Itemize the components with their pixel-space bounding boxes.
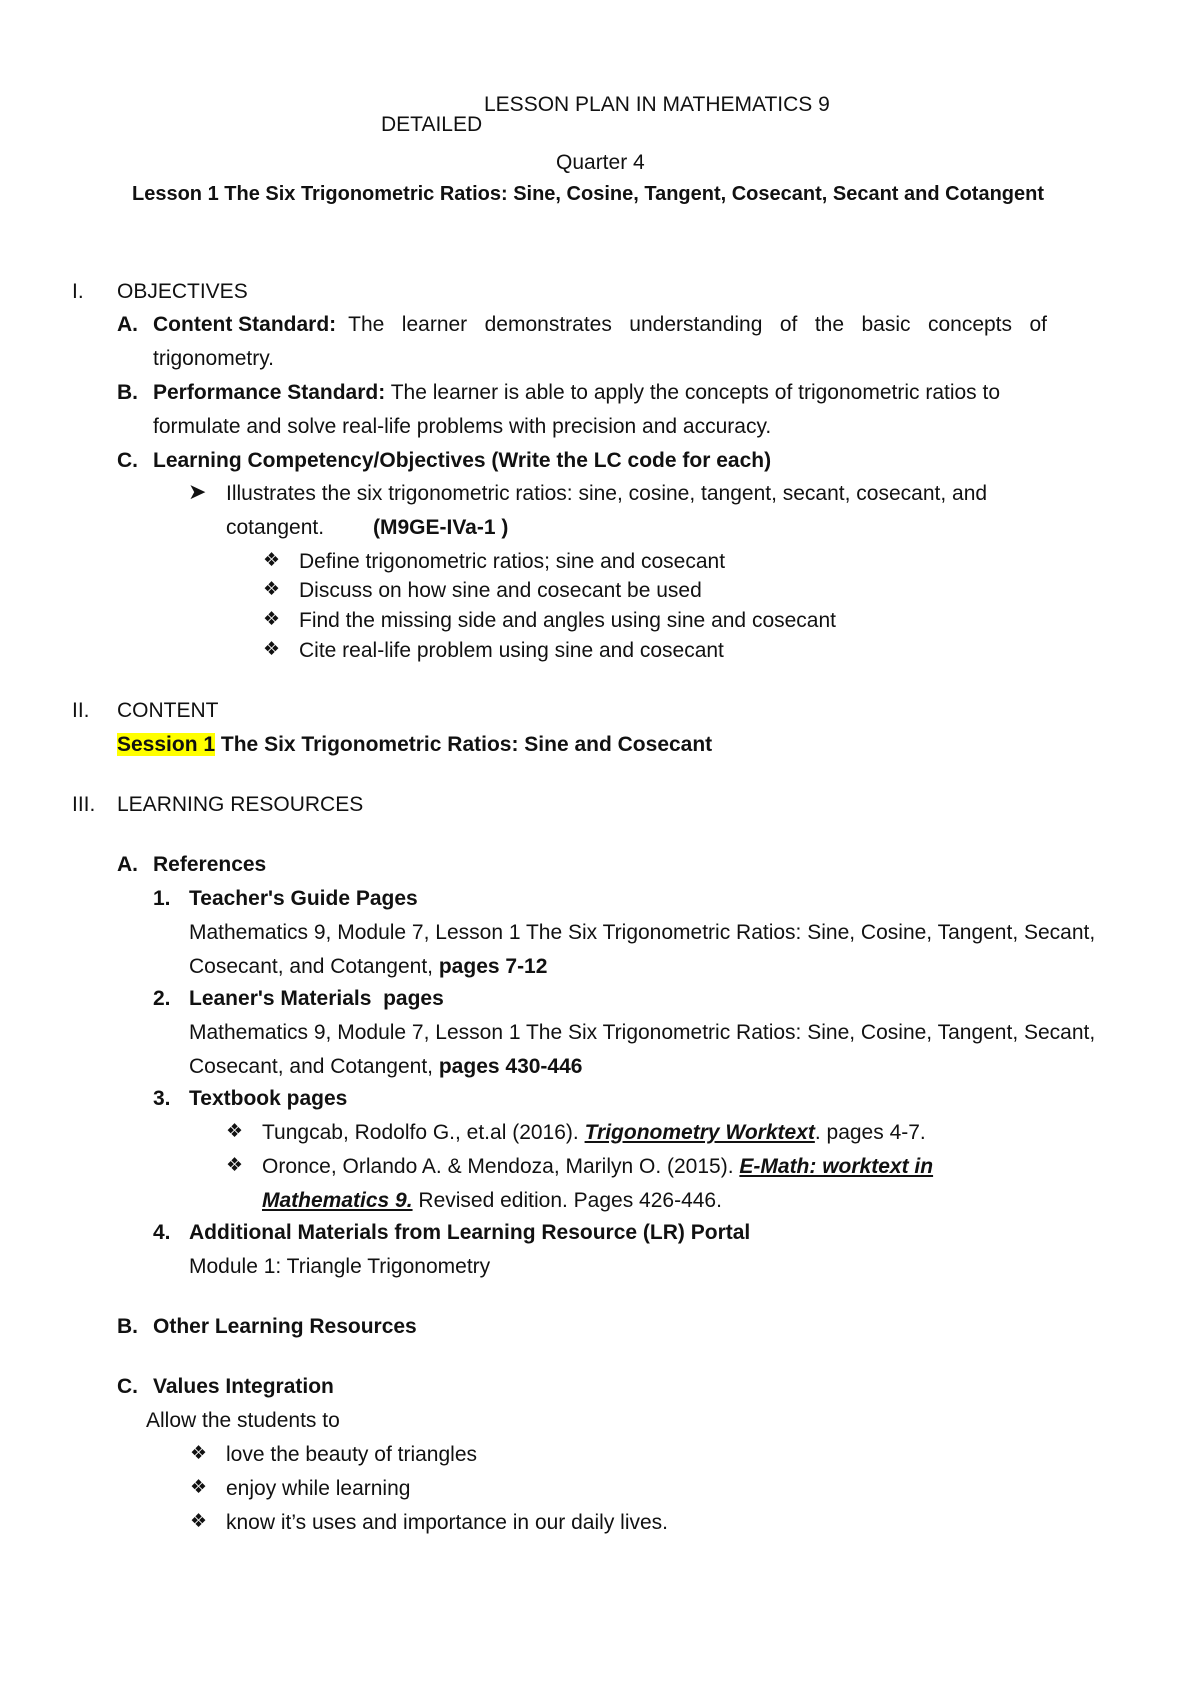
doc-title-detailed: DETAILED [381, 113, 483, 136]
textbook-item-1-title: Trigonometry Worktext [584, 1121, 815, 1144]
letter-a-references: A. [117, 853, 138, 876]
learners-materials-label: Leaner's Materials pages [189, 987, 444, 1010]
competency-label: Learning Competency/Objectives (Write the LC code for each) [153, 449, 772, 472]
diamond-bullet-icon: ❖ [263, 550, 281, 571]
performance-standard-line2: formulate and solve real-life problems with precision and accuracy. [153, 415, 772, 438]
arrowhead-bullet-icon: ➤ [188, 479, 207, 504]
section-numeral-resources: III. [72, 793, 96, 816]
section-heading-objectives: OBJECTIVES [117, 280, 248, 303]
competency-sub-item: Cite real-life problem using sine and cosecant [299, 639, 724, 662]
values-item: enjoy while learning [226, 1477, 411, 1500]
teachers-guide-line1: Mathematics 9, Module 7, Lesson 1 The Six Trigonometric Ratios: Sine, Cosine, Tangent, Secant, [189, 921, 1096, 944]
learners-materials-line1: Mathematics 9, Module 7, Lesson 1 The Six Trigonometric Ratios: Sine, Cosine, Tangent, Secant, [189, 1021, 1096, 1044]
content-standard-line2: trigonometry. [153, 347, 274, 370]
item-num-tg: 1. [153, 887, 171, 910]
additional-materials-text: Module 1: Triangle Trigonometry [189, 1255, 491, 1278]
diamond-bullet-icon: ❖ [263, 639, 281, 660]
item-num-textbook: 3. [153, 1087, 171, 1110]
section-heading-resources: LEARNING RESOURCES [117, 793, 364, 816]
session-line [117, 734, 712, 755]
session-title: The Six Trigonometric Ratios: Sine and Cosecant [220, 733, 713, 756]
learners-materials-source: Cosecant, and Cotangent, [189, 1055, 434, 1078]
lesson-title: Lesson 1 The Six Trigonometric Ratios: Sine, Cosine, Tangent, Cosecant, Secant and Cotangent [132, 183, 1045, 205]
teachers-guide-line2 [189, 956, 547, 977]
textbook-item-1 [262, 1122, 926, 1143]
section-heading-content: CONTENT [117, 699, 219, 722]
letter-a-content: A. [117, 313, 138, 336]
competency-main-line1: Illustrates the six trigonometric ratios: sine, cosine, tangent, secant, cosecant, and [226, 482, 988, 505]
values-integration-label: Values Integration [153, 1375, 334, 1398]
performance-standard-text: The learner is able to apply the concepts of trigonometric ratios to [390, 381, 1001, 404]
teachers-guide-source: Cosecant, and Cotangent, [189, 955, 434, 978]
letter-c-competency: C. [117, 449, 138, 472]
values-item: love the beauty of triangles [226, 1443, 477, 1466]
diamond-bullet-icon: ❖ [190, 1511, 208, 1532]
performance-standard-label: Performance Standard: [153, 381, 386, 404]
section-numeral-objectives: I. [72, 280, 84, 303]
competency-sub-item: Find the missing side and angles using sine and cosecant [299, 609, 836, 632]
content-standard-label: Content Standard: [153, 313, 337, 336]
competency-code: (M9GE-IVa-1 ) [373, 516, 509, 539]
textbook-item-2-title-b: Mathematics 9. [262, 1189, 413, 1212]
performance-standard-line1 [153, 382, 1000, 403]
textbook-item-2-line1 [262, 1156, 933, 1177]
teachers-guide-label: Teacher's Guide Pages [189, 887, 418, 910]
learners-materials-pages: pages 430-446 [438, 1055, 583, 1078]
letter-b-performance: B. [117, 381, 138, 404]
textbook-item-2-edition: Revised edition. Pages 426-446. [418, 1189, 722, 1212]
item-num-lm: 2. [153, 987, 171, 1010]
section-numeral-content: II. [72, 699, 90, 722]
content-standard-line1 [153, 314, 1047, 335]
quarter-label: Quarter 4 [556, 151, 645, 174]
letter-c-values: C. [117, 1375, 138, 1398]
diamond-bullet-icon: ❖ [190, 1477, 208, 1498]
letter-b-other: B. [117, 1315, 138, 1338]
competency-sub-item: Define trigonometric ratios; sine and cosecant [299, 550, 726, 573]
textbook-item-1-pages: . pages 4-7. [814, 1121, 926, 1144]
learners-materials-line2 [189, 1056, 582, 1077]
other-resources-label: Other Learning Resources [153, 1315, 417, 1338]
diamond-bullet-icon: ❖ [190, 1443, 208, 1464]
item-num-additional: 4. [153, 1221, 171, 1244]
textbook-item-2-author: Oronce, Orlando A. & Mendoza, Marilyn O. (2015). [262, 1155, 734, 1178]
diamond-bullet-icon: ❖ [263, 609, 281, 630]
session-label: Session 1 [117, 733, 216, 756]
values-item: know it’s uses and importance in our daily lives. [226, 1511, 668, 1534]
textbook-label: Textbook pages [189, 1087, 348, 1110]
teachers-guide-pages: pages 7-12 [438, 955, 548, 978]
competency-main-line2: cotangent. [226, 516, 325, 539]
competency-sub-item: Discuss on how sine and cosecant be used [299, 579, 702, 602]
diamond-bullet-icon: ❖ [263, 579, 281, 600]
doc-title: LESSON PLAN IN MATHEMATICS 9 [484, 93, 830, 116]
references-label: References [153, 853, 267, 876]
values-intro: Allow the students to [146, 1409, 340, 1432]
textbook-item-1-author: Tungcab, Rodolfo G., et.al (2016). [262, 1121, 579, 1144]
textbook-item-2-line2 [262, 1190, 722, 1211]
content-standard-text: The learner demonstrates understanding of the basic concepts of [348, 313, 1047, 336]
textbook-item-2-title-a: E-Math: worktext in [739, 1155, 934, 1178]
diamond-bullet-icon: ❖ [226, 1121, 244, 1142]
diamond-bullet-icon: ❖ [226, 1155, 244, 1176]
additional-materials-label: Additional Materials from Learning Resource (LR) Portal [189, 1221, 751, 1244]
